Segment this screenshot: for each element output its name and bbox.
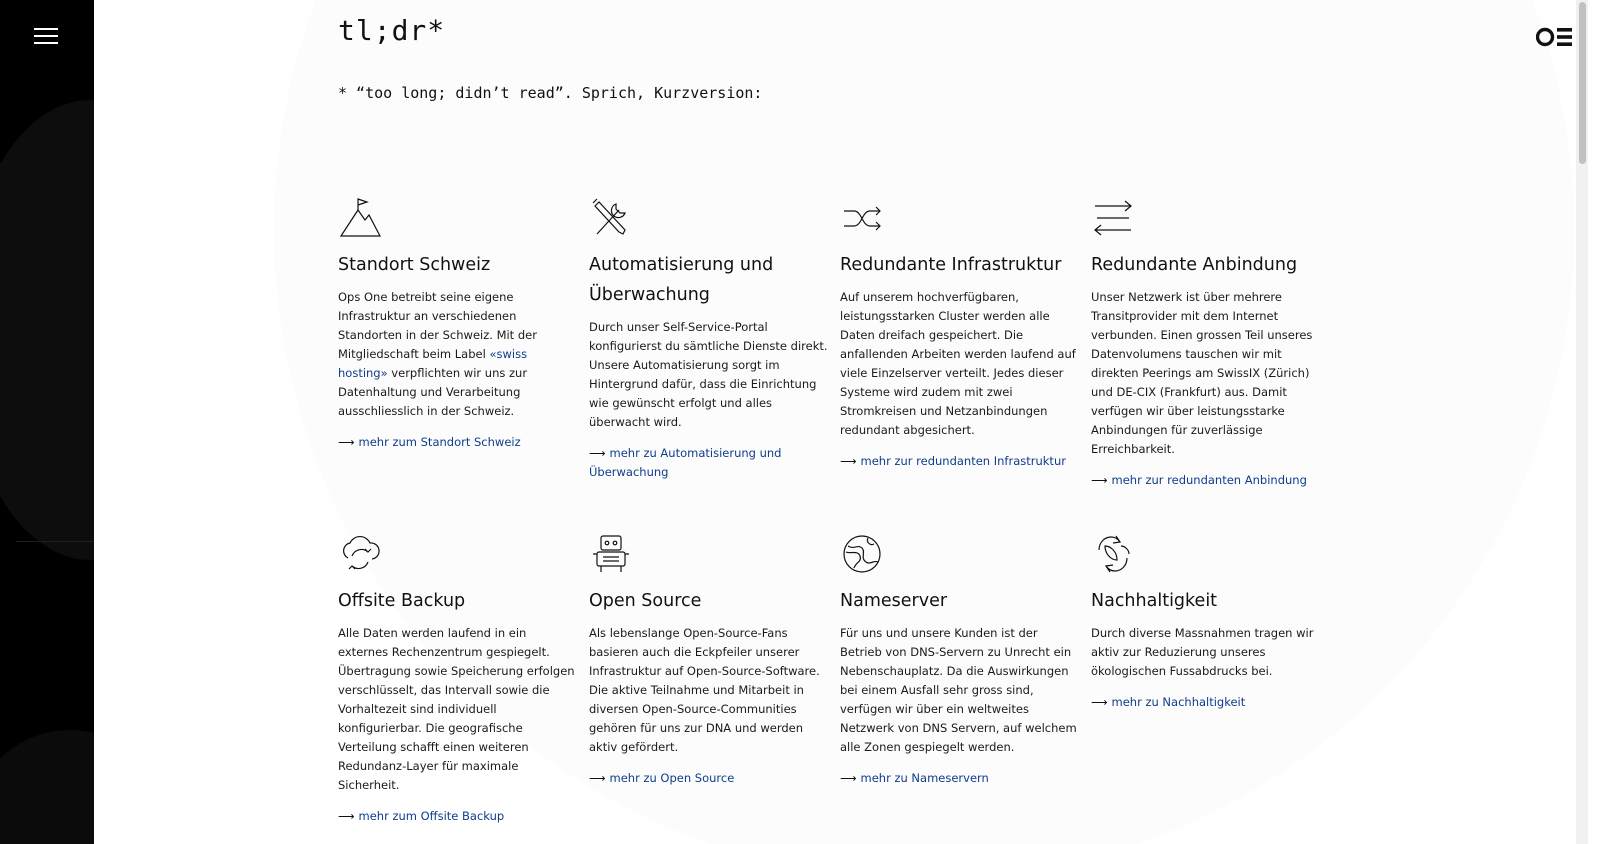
feature-text: Als lebenslange Open-Source-Fans basieren auch die Eckpfeiler unserer Infrastruktur auf Open-Source-Software. Die aktive Teilnahme und Mitarbeit in diversen Open-Source-Communities gehören für uns zur DNA und werden aktiv gefördert. bbox=[589, 626, 820, 754]
more-link-label: mehr zu Nachhaltigkeit bbox=[1111, 695, 1246, 709]
tools-icon bbox=[589, 196, 633, 240]
feature-title: Redundante Anbindung bbox=[1091, 255, 1298, 275]
feature-title: Redundante Infrastruktur bbox=[840, 255, 1062, 275]
feature-card-standort bbox=[338, 196, 578, 452]
feature-text: Durch unser Self-Service-Portal konfigurierst du sämtliche Dienste direkt. Unsere Automatisierung sorgt im Hintergrund dafür, dass die Einrichtung wie gewünscht erfolgt und alles überwacht wird. bbox=[589, 320, 828, 429]
sidebar-divider bbox=[16, 541, 94, 542]
feature-text: Durch diverse Massnahmen tragen wir aktiv zur Reduzierung unseres ökologischen Fussabdrucks bei. bbox=[1091, 626, 1314, 678]
page-title: tl;dr* bbox=[338, 14, 446, 47]
arrow-right-icon: ⟶ bbox=[338, 435, 355, 449]
more-link-label: mehr zur redundanten Infrastruktur bbox=[860, 454, 1066, 468]
more-link-offsite-backup[interactable] bbox=[338, 807, 578, 826]
more-link-standort[interactable] bbox=[338, 433, 578, 452]
more-link-redundante-infrastruktur[interactable] bbox=[840, 452, 1080, 471]
mountain-icon bbox=[338, 196, 382, 240]
sidebar bbox=[0, 0, 94, 844]
more-link-redundante-anbindung[interactable] bbox=[1091, 471, 1331, 490]
more-link-label: mehr zum Offsite Backup bbox=[358, 809, 505, 823]
feature-text: Unser Netzwerk ist über mehrere Transitprovider mit dem Internet verbunden. Einen grossen Teil unseres Datenvolumens tauschen wir mit direkten Peerings am SwissIX (Zürich) und DE-CIX (Frankfurt) aus. Damit verfügen wir über leistungsstarke Anbindungen für zuverlässige Erreichbarkeit. bbox=[1091, 290, 1313, 456]
sidebar-decoration bbox=[0, 100, 94, 560]
robot-icon bbox=[589, 532, 633, 576]
shuffle-icon bbox=[840, 196, 884, 240]
more-link-nameserver[interactable] bbox=[840, 769, 1080, 788]
arrow-right-icon: ⟶ bbox=[589, 446, 606, 460]
feature-title: Open Source bbox=[589, 591, 702, 611]
more-link-label: mehr zu Nameservern bbox=[860, 771, 989, 785]
feature-title: Nachhaltigkeit bbox=[1091, 591, 1218, 611]
feature-card-nameserver bbox=[840, 532, 1080, 788]
feature-title: Standort Schweiz bbox=[338, 255, 491, 275]
page-subtitle: * “too long; didn’t read”. Sprich, Kurzversion: bbox=[338, 84, 763, 102]
hamburger-menu-icon[interactable] bbox=[34, 26, 58, 46]
scrollbar[interactable] bbox=[1576, 0, 1588, 844]
transfer-arrows-icon bbox=[1091, 196, 1135, 240]
globe-icon bbox=[840, 532, 884, 576]
feature-card-redundante-anbindung bbox=[1091, 196, 1331, 490]
more-link-nachhaltigkeit[interactable] bbox=[1091, 693, 1331, 712]
feature-title: Automatisierung und Überwachung bbox=[589, 255, 774, 305]
feature-card-nachhaltigkeit bbox=[1091, 532, 1331, 712]
more-link-label: mehr zu Open Source bbox=[609, 771, 735, 785]
arrow-right-icon: ⟶ bbox=[338, 809, 355, 823]
more-link-label: mehr zur redundanten Anbindung bbox=[1111, 473, 1307, 487]
arrow-right-icon: ⟶ bbox=[1091, 473, 1108, 487]
arrow-right-icon: ⟶ bbox=[840, 771, 857, 785]
more-link-label: mehr zu Automatisierung und Überwachung bbox=[589, 446, 782, 479]
feature-title: Offsite Backup bbox=[338, 591, 466, 611]
more-link-label: mehr zum Standort Schweiz bbox=[358, 435, 521, 449]
arrow-right-icon: ⟶ bbox=[1091, 695, 1108, 709]
feature-card-redundante-infrastruktur bbox=[840, 196, 1080, 471]
feature-card-open-source bbox=[589, 532, 829, 788]
recycle-icon bbox=[1091, 532, 1135, 576]
feature-text bbox=[338, 288, 578, 421]
feature-card-offsite-backup bbox=[338, 532, 578, 826]
feature-text: Auf unserem hochverfügbaren, leistungsstarken Cluster werden alle Daten dreifach gespeichert. Die anfallenden Arbeiten werden laufend auf viele Einzelserver verteilt. Jedes dieser Systeme wird zudem mit zwei Stromkreisen und Netzanbindungen redundant abgesichert. bbox=[840, 290, 1076, 437]
feature-card-automatisierung bbox=[589, 196, 829, 482]
more-link-open-source[interactable] bbox=[589, 769, 829, 788]
swiss-hosting-link[interactable]: «swiss hosting» bbox=[338, 347, 528, 380]
arrow-right-icon: ⟶ bbox=[589, 771, 606, 785]
feature-text-part: verpflichten wir uns zur Datenhaltung und Verarbeitung ausschliesslich in der Schweiz. bbox=[338, 366, 528, 418]
feature-text: Für uns und unsere Kunden ist der Betrieb von DNS-Servern zu Unrecht ein Nebenschauplatz. Da die Auswirkungen bei einem Ausfall sehr gross sind, verfügen wir über ein weltweites Netzwerk von DNS Servern, auf welchem alle Zonen gespiegelt werden. bbox=[840, 626, 1077, 754]
more-link-automatisierung[interactable] bbox=[589, 444, 829, 482]
ops-one-logo-icon[interactable] bbox=[1536, 26, 1574, 48]
scrollbar-thumb[interactable] bbox=[1579, 2, 1586, 164]
feature-title: Nameserver bbox=[840, 591, 948, 611]
arrow-right-icon: ⟶ bbox=[840, 454, 857, 468]
feature-text: Alle Daten werden laufend in ein externes Rechenzentrum gespiegelt. Übertragung sowie Speicherung erfolgen verschlüsselt, das Intervall sowie die Vorhaltezeit sind individuell konfigurierbar. Die geografische Verteilung schafft einen weiteren Redundanz-Layer für maximale Sicherheit. bbox=[338, 626, 575, 792]
sidebar-decoration bbox=[0, 730, 94, 844]
cloud-sync-icon bbox=[338, 532, 382, 576]
feature-text-part: Ops One betreibt seine eigene Infrastruktur an verschiedenen Standorten in der Schweiz. Mit der Mitgliedschaft beim Label bbox=[338, 290, 537, 361]
